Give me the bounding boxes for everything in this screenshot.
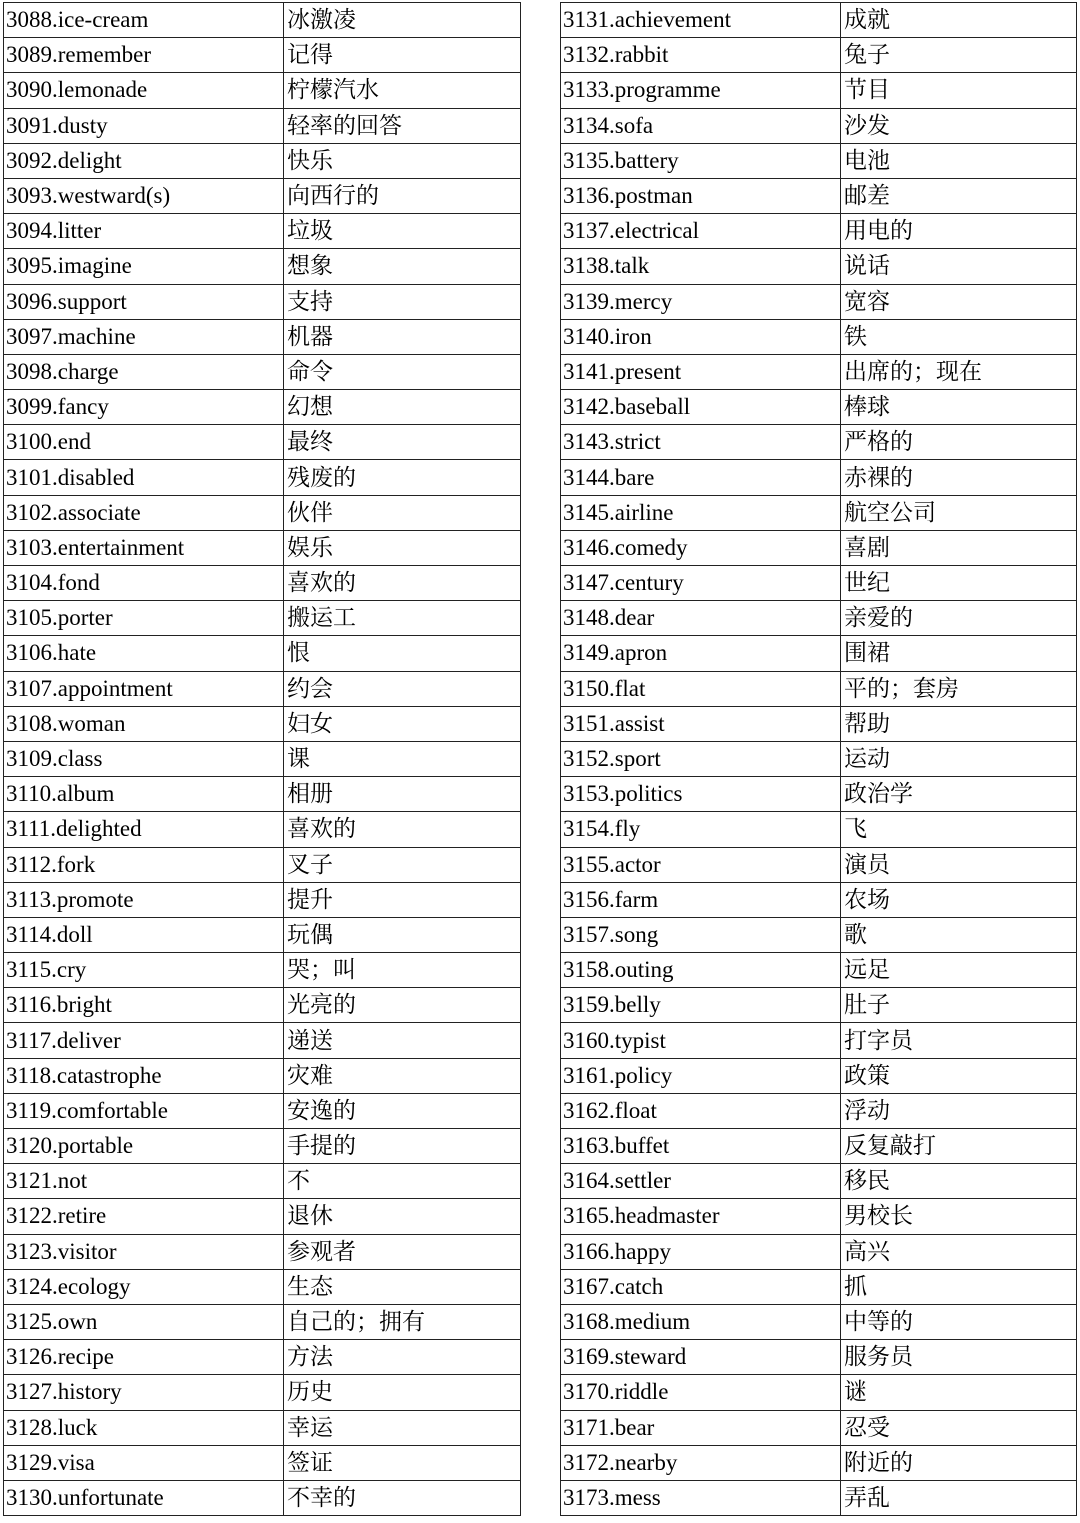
vocab-meaning: 向西行的 — [284, 178, 521, 213]
vocab-row — [561, 530, 1077, 565]
vocab-meaning: 出席的；现在 — [841, 354, 1077, 389]
vocab-row — [4, 425, 521, 460]
vocab-meaning: 妇女 — [284, 706, 521, 741]
vocab-word: 3161.policy — [561, 1058, 841, 1093]
vocab-meaning: 帮助 — [841, 706, 1077, 741]
vocab-word: 3122.retire — [4, 1199, 284, 1234]
vocab-row — [561, 1269, 1077, 1304]
vocab-meaning: 支持 — [284, 284, 521, 319]
vocab-word: 3109.class — [4, 741, 284, 776]
vocab-meaning: 邮差 — [841, 178, 1077, 213]
vocab-meaning: 谜 — [841, 1375, 1077, 1410]
vocab-meaning: 赤裸的 — [841, 460, 1077, 495]
vocab-word: 3143.strict — [561, 425, 841, 460]
vocab-word: 3111.delighted — [4, 812, 284, 847]
vocab-row — [4, 214, 521, 249]
vocab-word: 3164.settler — [561, 1164, 841, 1199]
vocab-meaning: 严格的 — [841, 425, 1077, 460]
vocab-row — [561, 636, 1077, 671]
vocab-word: 3159.belly — [561, 988, 841, 1023]
vocab-meaning: 搬运工 — [284, 601, 521, 636]
vocab-word: 3135.battery — [561, 143, 841, 178]
vocab-meaning: 飞 — [841, 812, 1077, 847]
vocab-row — [561, 249, 1077, 284]
vocab-word: 3140.iron — [561, 319, 841, 354]
vocab-row — [561, 3, 1077, 38]
vocab-word: 3158.outing — [561, 953, 841, 988]
vocab-row — [4, 73, 521, 108]
vocab-word: 3100.end — [4, 425, 284, 460]
vocab-row — [4, 812, 521, 847]
vocab-meaning: 签证 — [284, 1445, 521, 1480]
vocab-row — [4, 1304, 521, 1339]
vocab-word: 3114.doll — [4, 917, 284, 952]
vocab-row — [561, 143, 1077, 178]
vocab-row — [561, 73, 1077, 108]
vocab-meaning: 自己的；拥有 — [284, 1304, 521, 1339]
vocab-word: 3119.comfortable — [4, 1093, 284, 1128]
vocab-word: 3118.catastrophe — [4, 1058, 284, 1093]
vocab-meaning: 哭；叫 — [284, 953, 521, 988]
vocab-meaning: 说话 — [841, 249, 1077, 284]
vocab-row — [561, 882, 1077, 917]
vocab-row — [4, 3, 521, 38]
vocab-meaning: 远足 — [841, 953, 1077, 988]
vocab-row — [561, 812, 1077, 847]
vocab-meaning: 棒球 — [841, 390, 1077, 425]
vocab-word: 3137.electrical — [561, 214, 841, 249]
vocab-word: 3123.visitor — [4, 1234, 284, 1269]
vocab-meaning: 相册 — [284, 777, 521, 812]
vocab-meaning: 约会 — [284, 671, 521, 706]
vocab-row — [561, 741, 1077, 776]
vocab-word: 3103.entertainment — [4, 530, 284, 565]
vocab-word: 3127.history — [4, 1375, 284, 1410]
vocab-row — [4, 390, 521, 425]
vocab-row — [561, 460, 1077, 495]
vocab-row — [561, 1340, 1077, 1375]
vocab-row — [4, 953, 521, 988]
vocab-row — [4, 284, 521, 319]
vocab-word: 3155.actor — [561, 847, 841, 882]
vocab-meaning: 恨 — [284, 636, 521, 671]
vocab-meaning: 政策 — [841, 1058, 1077, 1093]
vocab-table-left — [3, 2, 521, 1516]
vocab-row — [4, 354, 521, 389]
vocab-meaning: 用电的 — [841, 214, 1077, 249]
vocab-word: 3098.charge — [4, 354, 284, 389]
vocab-word: 3130.unfortunate — [4, 1480, 284, 1515]
vocab-meaning: 电池 — [841, 143, 1077, 178]
vocab-row — [561, 671, 1077, 706]
vocab-word: 3168.medium — [561, 1304, 841, 1339]
vocab-meaning: 亲爱的 — [841, 601, 1077, 636]
vocab-word: 3105.porter — [4, 601, 284, 636]
vocab-row — [561, 1304, 1077, 1339]
vocab-word: 3094.litter — [4, 214, 284, 249]
vocab-meaning: 记得 — [284, 38, 521, 73]
vocab-meaning: 叉子 — [284, 847, 521, 882]
vocab-row — [4, 1234, 521, 1269]
vocab-row — [561, 847, 1077, 882]
vocab-word: 3092.delight — [4, 143, 284, 178]
vocab-word: 3169.steward — [561, 1340, 841, 1375]
vocab-row — [561, 917, 1077, 952]
vocab-meaning: 运动 — [841, 741, 1077, 776]
vocab-word: 3171.bear — [561, 1410, 841, 1445]
vocab-row — [561, 319, 1077, 354]
vocab-word: 3144.bare — [561, 460, 841, 495]
vocab-meaning: 幻想 — [284, 390, 521, 425]
vocab-meaning: 演员 — [841, 847, 1077, 882]
vocab-meaning: 农场 — [841, 882, 1077, 917]
vocab-word: 3121.not — [4, 1164, 284, 1199]
vocab-word: 3107.appointment — [4, 671, 284, 706]
vocab-row — [4, 636, 521, 671]
vocab-row — [561, 495, 1077, 530]
vocab-meaning: 不幸的 — [284, 1480, 521, 1515]
vocab-meaning: 宽容 — [841, 284, 1077, 319]
vocab-word: 3101.disabled — [4, 460, 284, 495]
vocab-meaning: 退休 — [284, 1199, 521, 1234]
vocab-row — [561, 1093, 1077, 1128]
vocab-meaning: 不 — [284, 1164, 521, 1199]
vocab-meaning: 铁 — [841, 319, 1077, 354]
vocab-meaning: 幸运 — [284, 1410, 521, 1445]
vocab-word: 3173.mess — [561, 1480, 841, 1515]
vocab-meaning: 光亮的 — [284, 988, 521, 1023]
vocab-row — [561, 1058, 1077, 1093]
vocab-word: 3160.typist — [561, 1023, 841, 1058]
vocab-word: 3106.hate — [4, 636, 284, 671]
vocab-word: 3131.achievement — [561, 3, 841, 38]
vocab-row — [4, 1480, 521, 1515]
vocab-row — [4, 178, 521, 213]
vocab-word: 3170.riddle — [561, 1375, 841, 1410]
vocab-meaning: 世纪 — [841, 566, 1077, 601]
vocab-meaning: 课 — [284, 741, 521, 776]
vocab-meaning: 娱乐 — [284, 530, 521, 565]
vocab-row — [561, 777, 1077, 812]
vocab-word: 3154.fly — [561, 812, 841, 847]
vocab-meaning: 历史 — [284, 1375, 521, 1410]
vocab-row — [4, 108, 521, 143]
vocab-meaning: 垃圾 — [284, 214, 521, 249]
vocab-word: 3141.present — [561, 354, 841, 389]
vocab-meaning: 快乐 — [284, 143, 521, 178]
vocab-meaning: 平的；套房 — [841, 671, 1077, 706]
vocab-row — [4, 1445, 521, 1480]
vocab-row — [4, 249, 521, 284]
vocab-word: 3133.programme — [561, 73, 841, 108]
vocab-word: 3129.visa — [4, 1445, 284, 1480]
vocab-row — [4, 706, 521, 741]
vocab-word: 3151.assist — [561, 706, 841, 741]
vocab-row — [561, 566, 1077, 601]
vocab-meaning: 喜剧 — [841, 530, 1077, 565]
vocab-word: 3093.westward(s) — [4, 178, 284, 213]
vocab-meaning: 参观者 — [284, 1234, 521, 1269]
vocab-word: 3088.ice-cream — [4, 3, 284, 38]
vocab-word: 3139.mercy — [561, 284, 841, 319]
vocab-meaning: 灾难 — [284, 1058, 521, 1093]
vocab-meaning: 移民 — [841, 1164, 1077, 1199]
vocab-meaning: 浮动 — [841, 1093, 1077, 1128]
vocab-word: 3128.luck — [4, 1410, 284, 1445]
vocab-word: 3091.dusty — [4, 108, 284, 143]
vocab-word: 3099.fancy — [4, 390, 284, 425]
vocab-row — [4, 1164, 521, 1199]
vocab-word: 3108.woman — [4, 706, 284, 741]
vocab-word: 3124.ecology — [4, 1269, 284, 1304]
vocab-word: 3115.cry — [4, 953, 284, 988]
vocab-word: 3090.lemonade — [4, 73, 284, 108]
vocab-row — [4, 882, 521, 917]
vocab-meaning: 沙发 — [841, 108, 1077, 143]
vocab-row — [561, 1445, 1077, 1480]
vocab-row — [4, 671, 521, 706]
vocab-word: 3110.album — [4, 777, 284, 812]
vocab-row — [561, 178, 1077, 213]
vocab-word: 3096.support — [4, 284, 284, 319]
vocab-word: 3147.century — [561, 566, 841, 601]
vocab-row — [561, 1234, 1077, 1269]
vocab-word: 3149.apron — [561, 636, 841, 671]
vocab-row — [561, 1375, 1077, 1410]
vocab-row — [4, 1410, 521, 1445]
vocab-word: 3148.dear — [561, 601, 841, 636]
vocab-word: 3113.promote — [4, 882, 284, 917]
vocab-row — [561, 425, 1077, 460]
vocab-word: 3163.buffet — [561, 1129, 841, 1164]
vocab-row — [561, 390, 1077, 425]
vocab-row — [4, 1199, 521, 1234]
vocab-row — [4, 741, 521, 776]
vocab-meaning: 玩偶 — [284, 917, 521, 952]
vocab-row — [4, 988, 521, 1023]
vocab-meaning: 反复敲打 — [841, 1129, 1077, 1164]
vocab-word: 3146.comedy — [561, 530, 841, 565]
vocab-meaning: 安逸的 — [284, 1093, 521, 1128]
vocab-row — [4, 143, 521, 178]
vocab-row — [561, 1129, 1077, 1164]
vocab-word: 3165.headmaster — [561, 1199, 841, 1234]
vocab-row — [561, 354, 1077, 389]
vocab-word: 3156.farm — [561, 882, 841, 917]
vocab-row — [4, 38, 521, 73]
vocab-meaning: 生态 — [284, 1269, 521, 1304]
vocab-meaning: 抓 — [841, 1269, 1077, 1304]
vocab-meaning: 肚子 — [841, 988, 1077, 1023]
vocab-row — [561, 108, 1077, 143]
vocab-table-left-body — [4, 3, 521, 1516]
vocab-row — [561, 38, 1077, 73]
vocab-meaning: 打字员 — [841, 1023, 1077, 1058]
vocab-word: 3150.flat — [561, 671, 841, 706]
vocab-meaning: 喜欢的 — [284, 812, 521, 847]
vocab-word: 3145.airline — [561, 495, 841, 530]
vocab-meaning: 机器 — [284, 319, 521, 354]
vocab-row — [561, 601, 1077, 636]
vocab-word: 3167.catch — [561, 1269, 841, 1304]
vocab-meaning: 递送 — [284, 1023, 521, 1058]
vocab-word: 3089.remember — [4, 38, 284, 73]
vocab-row — [4, 460, 521, 495]
vocab-meaning: 政治学 — [841, 777, 1077, 812]
vocab-row — [4, 495, 521, 530]
vocab-row — [4, 1093, 521, 1128]
vocab-meaning: 弄乱 — [841, 1480, 1077, 1515]
vocab-meaning: 兔子 — [841, 38, 1077, 73]
vocab-word: 3134.sofa — [561, 108, 841, 143]
vocab-meaning: 柠檬汽水 — [284, 73, 521, 108]
vocab-meaning: 喜欢的 — [284, 566, 521, 601]
vocab-meaning: 附近的 — [841, 1445, 1077, 1480]
vocab-word: 3102.associate — [4, 495, 284, 530]
vocab-meaning: 歌 — [841, 917, 1077, 952]
vocab-word: 3095.imagine — [4, 249, 284, 284]
vocab-word: 3138.talk — [561, 249, 841, 284]
vocab-table-right-body — [561, 3, 1077, 1516]
vocab-meaning: 节目 — [841, 73, 1077, 108]
vocab-row — [4, 1375, 521, 1410]
vocab-row — [4, 1058, 521, 1093]
vocab-meaning: 围裙 — [841, 636, 1077, 671]
vocab-word: 3153.politics — [561, 777, 841, 812]
vocab-meaning: 服务员 — [841, 1340, 1077, 1375]
vocab-row — [561, 214, 1077, 249]
vocab-meaning: 航空公司 — [841, 495, 1077, 530]
vocab-word: 3117.deliver — [4, 1023, 284, 1058]
vocab-row — [561, 953, 1077, 988]
vocab-row — [4, 319, 521, 354]
vocab-row — [561, 1410, 1077, 1445]
vocab-word: 3166.happy — [561, 1234, 841, 1269]
vocab-row — [561, 1480, 1077, 1515]
vocab-meaning: 手提的 — [284, 1129, 521, 1164]
vocab-row — [4, 601, 521, 636]
vocab-word: 3120.portable — [4, 1129, 284, 1164]
vocab-row — [4, 1269, 521, 1304]
vocab-word: 3157.song — [561, 917, 841, 952]
vocab-row — [561, 1164, 1077, 1199]
vocab-word: 3136.postman — [561, 178, 841, 213]
vocab-word: 3162.float — [561, 1093, 841, 1128]
vocab-row — [561, 988, 1077, 1023]
vocab-word: 3142.baseball — [561, 390, 841, 425]
vocab-meaning: 伙伴 — [284, 495, 521, 530]
vocab-row — [4, 777, 521, 812]
vocab-word: 3116.bright — [4, 988, 284, 1023]
vocab-meaning: 提升 — [284, 882, 521, 917]
vocab-meaning: 忍受 — [841, 1410, 1077, 1445]
vocab-row — [561, 706, 1077, 741]
vocab-meaning: 轻率的回答 — [284, 108, 521, 143]
vocab-meaning: 方法 — [284, 1340, 521, 1375]
vocab-meaning: 高兴 — [841, 1234, 1077, 1269]
vocab-meaning: 冰激凌 — [284, 3, 521, 38]
vocab-word: 3104.fond — [4, 566, 284, 601]
vocab-row — [4, 847, 521, 882]
vocab-word: 3125.own — [4, 1304, 284, 1339]
vocab-table-right — [560, 2, 1077, 1516]
vocab-row — [4, 917, 521, 952]
vocab-meaning: 男校长 — [841, 1199, 1077, 1234]
vocab-row — [4, 1023, 521, 1058]
vocab-row — [4, 530, 521, 565]
vocab-row — [4, 566, 521, 601]
vocab-word: 3152.sport — [561, 741, 841, 776]
vocab-word: 3097.machine — [4, 319, 284, 354]
vocab-word: 3126.recipe — [4, 1340, 284, 1375]
vocab-word: 3172.nearby — [561, 1445, 841, 1480]
vocab-row — [561, 284, 1077, 319]
vocab-row — [561, 1199, 1077, 1234]
vocab-meaning: 残废的 — [284, 460, 521, 495]
vocab-word: 3132.rabbit — [561, 38, 841, 73]
vocab-meaning: 中等的 — [841, 1304, 1077, 1339]
vocab-meaning: 命令 — [284, 354, 521, 389]
vocab-meaning: 最终 — [284, 425, 521, 460]
vocab-meaning: 成就 — [841, 3, 1077, 38]
vocab-word: 3112.fork — [4, 847, 284, 882]
vocab-row — [4, 1129, 521, 1164]
vocab-row — [561, 1023, 1077, 1058]
vocab-meaning: 想象 — [284, 249, 521, 284]
vocab-row — [4, 1340, 521, 1375]
